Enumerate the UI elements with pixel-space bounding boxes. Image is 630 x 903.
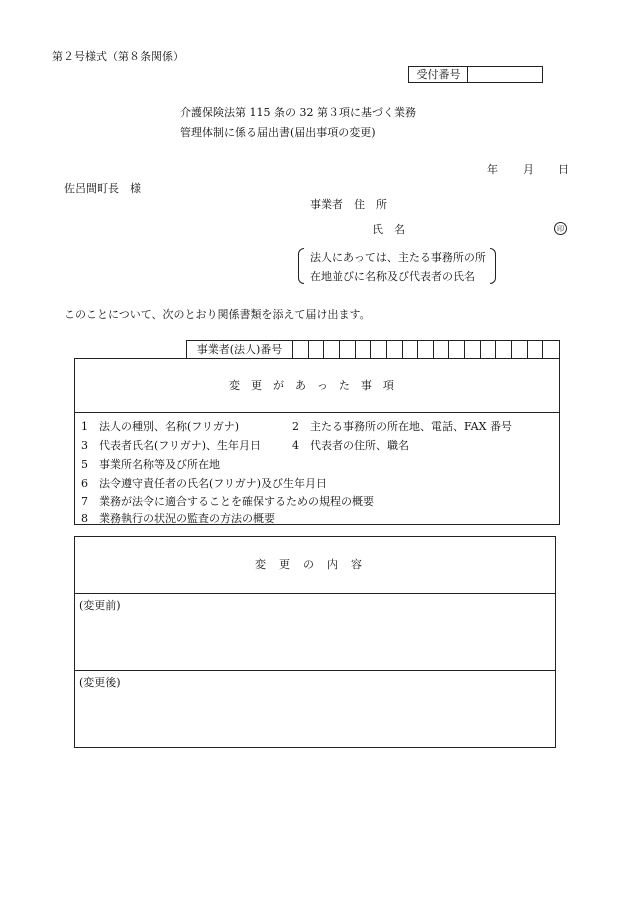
applicant-address-label: 事業者 住 所 [310, 198, 387, 211]
operator-number-digit-5[interactable] [356, 341, 372, 358]
operator-number-digit-12[interactable] [465, 341, 481, 358]
item-text: 法人の種別、名称(フリガナ) [99, 420, 240, 433]
item-number: 7 [81, 495, 88, 508]
change-content-table [74, 536, 556, 748]
receipt-number-box [408, 66, 543, 83]
operator-number-digit-1[interactable] [293, 341, 309, 358]
changed-item-3[interactable] [81, 437, 261, 453]
operator-number-row [186, 340, 560, 359]
changed-items-table [74, 358, 560, 525]
changed-item-1[interactable] [81, 418, 239, 434]
before-change-label: (変更前) [79, 599, 121, 612]
item-text: 法令遵守責任者の氏名(フリガナ)及び生年月日 [99, 477, 328, 490]
title-line-2: 管理体制に係る届出書(届出事項の変更) [180, 126, 376, 139]
operator-number-digit-10[interactable] [434, 341, 450, 358]
item-number: 4 [292, 439, 299, 452]
operator-number-digit-3[interactable] [324, 341, 340, 358]
applicant-note-line-1: 法人にあっては、主たる事務所の所 [310, 251, 486, 264]
receipt-number-field[interactable] [468, 67, 542, 82]
operator-number-digit-4[interactable] [340, 341, 356, 358]
item-text: 主たる事務所の所在地、電話、FAX 番号 [310, 420, 512, 433]
operator-number-digit-11[interactable] [449, 341, 465, 358]
before-change-field[interactable] [79, 613, 549, 667]
operator-number-digit-7[interactable] [387, 341, 403, 358]
changed-item-7[interactable] [81, 493, 374, 509]
after-change-field[interactable] [79, 690, 549, 744]
after-change-label: (変更後) [79, 676, 121, 689]
note-bracket-right [490, 248, 496, 284]
changed-item-4[interactable] [292, 437, 409, 453]
date-day-label: 日 [558, 163, 569, 176]
operator-number-digit-6[interactable] [371, 341, 387, 358]
operator-number-digit-15[interactable] [512, 341, 528, 358]
operator-number-digit-8[interactable] [403, 341, 419, 358]
operator-number-digit-9[interactable] [418, 341, 434, 358]
receipt-number-label: 受付番号 [416, 68, 461, 81]
applicant-note-line-2: 在地並びに名称及び代表者の氏名 [310, 270, 475, 283]
seal-mark: 印 [554, 222, 567, 235]
item-text: 業務が法令に適合することを確保するための規程の概要 [99, 495, 374, 508]
note-bracket-left [298, 248, 304, 284]
title-line-1: 介護保険法第 115 条の 32 第３項に基づく業務 [180, 106, 416, 119]
item-number: 5 [81, 458, 88, 471]
date-month-label: 月 [523, 163, 534, 176]
item-number: 3 [81, 439, 88, 452]
operator-number-label: 事業者(法人)番号 [196, 343, 283, 356]
operator-number-digit-17[interactable] [543, 341, 559, 358]
changed-item-8[interactable] [81, 510, 275, 526]
item-number: 1 [81, 420, 88, 433]
addressee: 佐呂間町長 様 [64, 182, 141, 195]
operator-number-digits [293, 341, 559, 358]
changed-item-2[interactable] [292, 418, 512, 434]
item-number: 2 [292, 420, 299, 433]
item-text: 代表者氏名(フリガナ)、生年月日 [99, 439, 262, 452]
item-text: 代表者の住所、職名 [310, 439, 409, 452]
applicant-name-label: 氏 名 [372, 223, 405, 236]
operator-number-digit-2[interactable] [309, 341, 325, 358]
intro-text: このことについて、次のとおり関係書類を添えて届け出ます。 [64, 308, 371, 321]
operator-number-digit-14[interactable] [496, 341, 512, 358]
item-number: 6 [81, 477, 88, 490]
changed-item-5[interactable] [81, 456, 220, 472]
form-number: 第２号様式（第８条関係） [52, 50, 184, 63]
changed-item-6[interactable] [81, 475, 327, 491]
item-text: 事業所名称等及び所在地 [99, 458, 220, 471]
item-text: 業務執行の状況の監査の方法の概要 [99, 512, 275, 525]
item-number: 8 [81, 512, 88, 525]
operator-number-digit-13[interactable] [481, 341, 497, 358]
date-year-label: 年 [487, 163, 498, 176]
change-content-heading: 変更の内容 [255, 558, 375, 571]
changed-items-heading: 変更があった事項 [229, 379, 405, 392]
operator-number-digit-16[interactable] [528, 341, 544, 358]
